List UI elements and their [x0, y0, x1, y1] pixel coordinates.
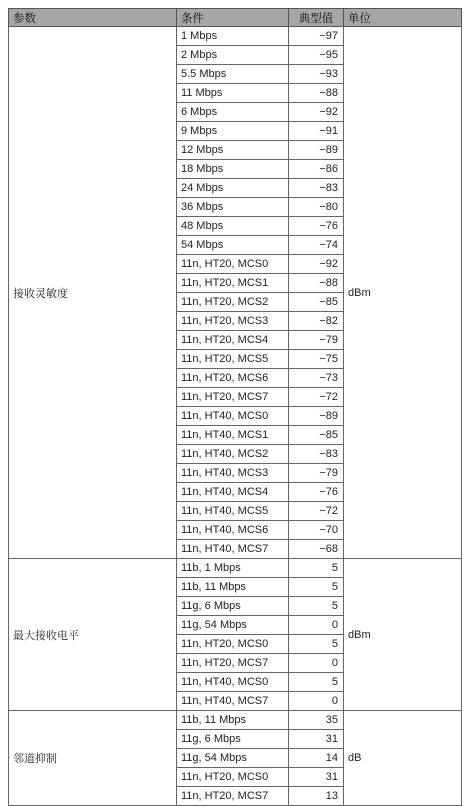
condition-cell: 54 Mbps — [177, 236, 289, 255]
condition-cell: 11g, 6 Mbps — [177, 730, 289, 749]
typical-value-cell: −83 — [289, 179, 344, 198]
typical-value-cell: −85 — [289, 426, 344, 445]
condition-cell: 11n, HT20, MCS7 — [177, 388, 289, 407]
condition-cell: 12 Mbps — [177, 141, 289, 160]
typical-value-cell: 5 — [289, 673, 344, 692]
condition-cell: 11n, HT20, MCS1 — [177, 274, 289, 293]
typical-value-cell: −88 — [289, 84, 344, 103]
table-row — [9, 711, 462, 730]
typical-value-cell: 35 — [289, 711, 344, 730]
condition-cell: 11n, HT20, MCS4 — [177, 331, 289, 350]
condition-cell: 11n, HT20, MCS0 — [177, 255, 289, 274]
spec-table-container — [8, 8, 461, 806]
condition-cell: 11g, 54 Mbps — [177, 616, 289, 635]
header-param: 参数 — [9, 9, 177, 27]
typical-value-cell: −70 — [289, 521, 344, 540]
condition-cell: 24 Mbps — [177, 179, 289, 198]
typical-value-cell: −75 — [289, 350, 344, 369]
header-row — [9, 9, 462, 27]
condition-cell: 11n, HT40, MCS4 — [177, 483, 289, 502]
condition-cell: 11g, 6 Mbps — [177, 597, 289, 616]
condition-cell: 11n, HT40, MCS0 — [177, 673, 289, 692]
table-row — [9, 27, 462, 46]
condition-cell: 11n, HT20, MCS6 — [177, 369, 289, 388]
condition-cell: 11n, HT40, MCS7 — [177, 692, 289, 711]
typical-value-cell: 0 — [289, 654, 344, 673]
unit-cell: dBm — [344, 27, 462, 559]
typical-value-cell: −79 — [289, 464, 344, 483]
typical-value-cell: −82 — [289, 312, 344, 331]
condition-cell: 11g, 54 Mbps — [177, 749, 289, 768]
param-cell: 邻道抑制 — [9, 711, 177, 806]
condition-cell: 48 Mbps — [177, 217, 289, 236]
typical-value-cell: 5 — [289, 597, 344, 616]
condition-cell: 6 Mbps — [177, 103, 289, 122]
typical-value-cell: −89 — [289, 407, 344, 426]
condition-cell: 36 Mbps — [177, 198, 289, 217]
typical-value-cell: −68 — [289, 540, 344, 559]
typical-value-cell: −79 — [289, 331, 344, 350]
condition-cell: 11b, 11 Mbps — [177, 711, 289, 730]
condition-cell: 5.5 Mbps — [177, 65, 289, 84]
condition-cell: 11n, HT20, MCS2 — [177, 293, 289, 312]
typical-value-cell: −76 — [289, 217, 344, 236]
condition-cell: 1 Mbps — [177, 27, 289, 46]
condition-cell: 11n, HT40, MCS3 — [177, 464, 289, 483]
typical-value-cell: 5 — [289, 559, 344, 578]
condition-cell: 11n, HT40, MCS7 — [177, 540, 289, 559]
typical-value-cell: 31 — [289, 768, 344, 787]
condition-cell: 11n, HT20, MCS0 — [177, 768, 289, 787]
condition-cell: 11b, 11 Mbps — [177, 578, 289, 597]
typical-value-cell: −95 — [289, 46, 344, 65]
typical-value-cell: 0 — [289, 616, 344, 635]
table-body — [9, 27, 462, 806]
param-cell: 最大接收电平 — [9, 559, 177, 711]
typical-value-cell: −89 — [289, 141, 344, 160]
condition-cell: 11n, HT40, MCS6 — [177, 521, 289, 540]
typical-value-cell: 5 — [289, 578, 344, 597]
typical-value-cell: −83 — [289, 445, 344, 464]
table-row — [9, 559, 462, 578]
param-cell: 接收灵敏度 — [9, 27, 177, 559]
typical-value-cell: −74 — [289, 236, 344, 255]
typical-value-cell: −92 — [289, 103, 344, 122]
condition-cell: 11n, HT40, MCS0 — [177, 407, 289, 426]
header-unit: 单位 — [344, 9, 462, 27]
typical-value-cell: −92 — [289, 255, 344, 274]
condition-cell: 11n, HT40, MCS5 — [177, 502, 289, 521]
typical-value-cell: −86 — [289, 160, 344, 179]
rx-spec-table — [8, 8, 462, 806]
condition-cell: 11n, HT20, MCS3 — [177, 312, 289, 331]
condition-cell: 11n, HT40, MCS1 — [177, 426, 289, 445]
typical-value-cell: −72 — [289, 502, 344, 521]
typical-value-cell: −88 — [289, 274, 344, 293]
typical-value-cell: −91 — [289, 122, 344, 141]
typical-value-cell: −72 — [289, 388, 344, 407]
condition-cell: 9 Mbps — [177, 122, 289, 141]
header-typical: 典型值 — [289, 9, 344, 27]
condition-cell: 11n, HT20, MCS0 — [177, 635, 289, 654]
typical-value-cell: −85 — [289, 293, 344, 312]
condition-cell: 11n, HT40, MCS2 — [177, 445, 289, 464]
typical-value-cell: 5 — [289, 635, 344, 654]
typical-value-cell: 0 — [289, 692, 344, 711]
typical-value-cell: −76 — [289, 483, 344, 502]
condition-cell: 11n, HT20, MCS7 — [177, 787, 289, 806]
unit-cell: dB — [344, 711, 462, 806]
condition-cell: 11n, HT20, MCS7 — [177, 654, 289, 673]
typical-value-cell: −97 — [289, 27, 344, 46]
typical-value-cell: 31 — [289, 730, 344, 749]
header-condition: 条件 — [177, 9, 289, 27]
typical-value-cell: 13 — [289, 787, 344, 806]
unit-cell: dBm — [344, 559, 462, 711]
condition-cell: 11 Mbps — [177, 84, 289, 103]
condition-cell: 2 Mbps — [177, 46, 289, 65]
typical-value-cell: −73 — [289, 369, 344, 388]
condition-cell: 11n, HT20, MCS5 — [177, 350, 289, 369]
condition-cell: 18 Mbps — [177, 160, 289, 179]
typical-value-cell: 14 — [289, 749, 344, 768]
typical-value-cell: −80 — [289, 198, 344, 217]
typical-value-cell: −93 — [289, 65, 344, 84]
condition-cell: 11b, 1 Mbps — [177, 559, 289, 578]
